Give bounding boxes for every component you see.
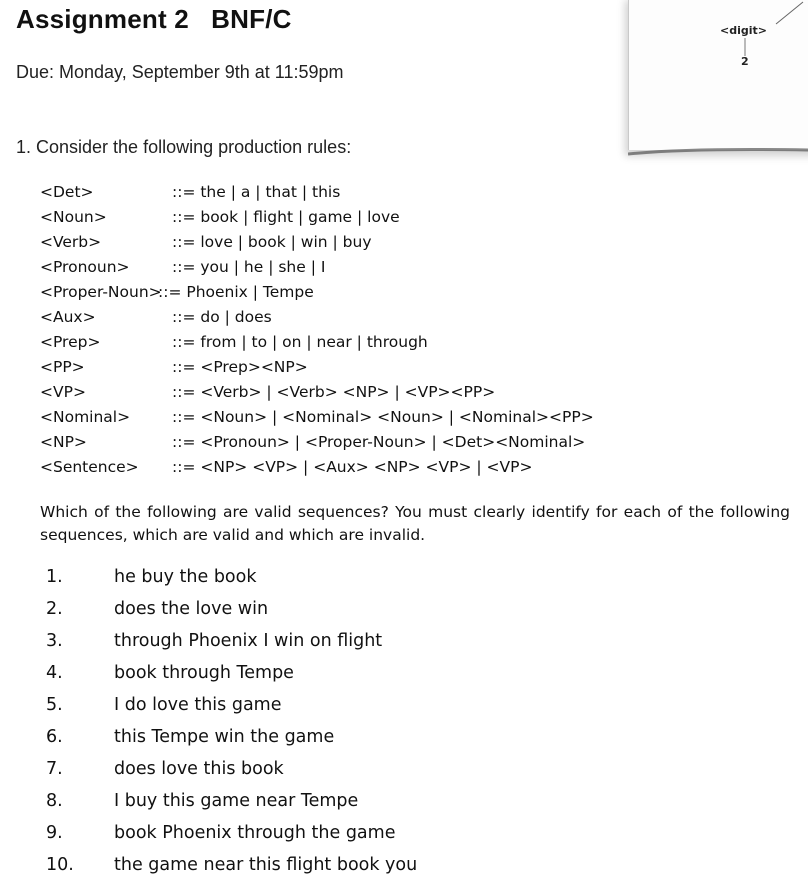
item-sequence: book Phoenix through the game [114, 823, 396, 843]
item-number: 2. [46, 599, 63, 619]
parse-tree-leaf-value: 2 [741, 55, 749, 68]
item-sequence: I do love this game [114, 695, 282, 715]
figure-shadow-edge [628, 144, 808, 160]
rule-rhs: ::= the | a | that | this [172, 183, 341, 201]
item-sequence: does love this book [114, 759, 284, 779]
item-number: 8. [46, 791, 63, 811]
rule-lhs: <PP> [40, 358, 85, 376]
rule-lhs: <Pronoun> [40, 258, 130, 276]
item-number: 5. [46, 695, 63, 715]
rule-lhs: <Sentence> [40, 458, 139, 476]
rule-lhs: <Prep> [40, 333, 101, 351]
item-number: 1. [46, 567, 63, 587]
rule-rhs: ::= <Prep><NP> [172, 358, 308, 376]
rule-rhs: ::= <NP> <VP> | <Aux> <NP> <VP> | <VP> [172, 458, 533, 476]
rule-rhs: ::= <Noun> | <Nominal> <Noun> | <Nominal><PP> [172, 408, 594, 426]
rule-rhs: ::= book | flight | game | love [172, 208, 400, 226]
item-number: 3. [46, 631, 63, 651]
assignment-title: Assignment 2 BNF/C [16, 4, 292, 34]
due-date: Due: Monday, September 9th at 11:59pm [16, 62, 344, 82]
rule-lhs: <Nominal> [40, 408, 131, 426]
rule-rhs: ::= <Verb> | <Verb> <NP> | <VP><PP> [172, 383, 496, 401]
item-sequence: this Tempe win the game [114, 727, 335, 747]
rule-rhs: ::= you | he | she | I [172, 258, 326, 276]
rule-lhs: <Proper-Noun> [40, 283, 162, 301]
item-sequence: through Phoenix I win on flight [114, 631, 383, 651]
item-number: 6. [46, 727, 63, 747]
question-heading: 1. Consider the following production rules: [16, 137, 352, 157]
parse-tree-edges [628, 0, 808, 150]
rule-rhs: ::= <Pronoun> | <Proper-Noun> | <Det><Nominal> [172, 433, 586, 451]
rule-lhs: <Det> [40, 183, 94, 201]
rule-lhs: <NP> [40, 433, 87, 451]
validity-prompt: Which of the following are valid sequences? You must clearly identify for each of the following sequences, which are valid and which are invalid. [40, 503, 790, 544]
item-sequence: does the love win [114, 599, 269, 619]
item-sequence: I buy this game near Tempe [114, 791, 359, 811]
rule-rhs: ::= Phoenix | Tempe [158, 283, 314, 301]
rule-rhs: ::= love | book | win | buy [172, 233, 372, 251]
rule-lhs: <VP> [40, 383, 86, 401]
item-number: 10. [46, 855, 74, 875]
item-sequence: the game near this flight book you [114, 855, 418, 875]
item-sequence: he buy the book [114, 567, 257, 587]
rule-lhs: <Aux> [40, 308, 96, 326]
item-number: 4. [46, 663, 63, 683]
item-sequence: book through Tempe [114, 663, 294, 683]
parse-tree-node-digit: <digit> [720, 24, 767, 37]
rule-lhs: <Noun> [40, 208, 107, 226]
rule-rhs: ::= do | does [172, 308, 272, 326]
item-number: 9. [46, 823, 63, 843]
rule-lhs: <Verb> [40, 233, 102, 251]
rule-rhs: ::= from | to | on | near | through [172, 333, 428, 351]
item-number: 7. [46, 759, 63, 779]
